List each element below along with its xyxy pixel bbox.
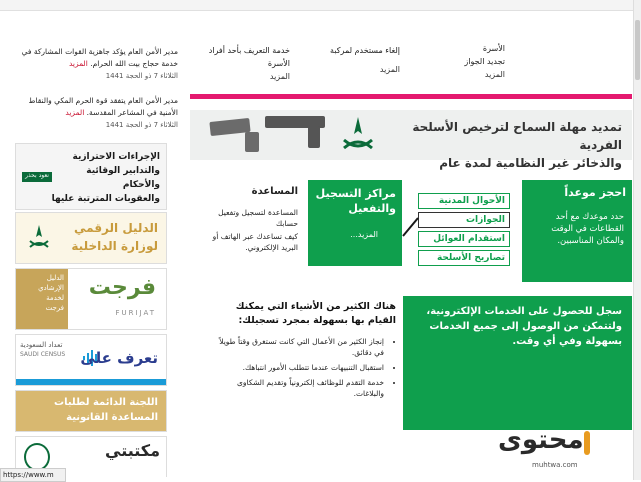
site-watermark	[498, 425, 632, 475]
banner-line: المساعدة القانونية	[66, 412, 158, 423]
top-menu-col-1	[205, 44, 290, 83]
moi-emblem-icon	[338, 114, 378, 156]
watermark-domain: muhtwa.com	[532, 461, 578, 469]
appointment-desc: حدد موعدك مع أحد القطاعات في الوقت والمكان المناسبين.	[551, 212, 624, 246]
top-link-cancel-vehicle-user[interactable]: إلغاء مستخدم لمركبة	[330, 46, 400, 55]
top-link-family-identify[interactable]: خدمة التعريف بأحد أفراد	[208, 46, 290, 55]
banner-precautions[interactable]	[15, 143, 167, 210]
help-box	[212, 186, 298, 253]
top-menu-col-2	[315, 44, 400, 76]
banner-small: تعداد السعودية	[20, 341, 63, 349]
banner-legal-aid[interactable]	[15, 390, 167, 432]
weapons-license-banner[interactable]	[190, 110, 632, 170]
banner-line: الدليل الرقمي	[74, 221, 158, 235]
watermark-brand: محتوى	[498, 425, 584, 455]
banner-title: مكتبتي	[105, 441, 160, 460]
service-family-visa-button[interactable]: استقدام العوائل	[418, 231, 510, 247]
banner-line: الإرشادي	[38, 284, 64, 292]
top-menu-col-3	[430, 42, 505, 81]
news-item	[12, 46, 178, 82]
help-desc: المساعدة لتسجيل وتفعيل حسابك	[218, 208, 298, 228]
help-desc-2: كيف تساعدك عبر الهاتف أو البريد الإلكتروني.	[212, 232, 298, 252]
news-date: الثلاثاء 7 ذو الحجة 1441	[105, 72, 178, 80]
browser-top-strip	[0, 0, 640, 11]
register-text: سجل للحصول على الخدمات الإلكترونية، ولتتمكن من الوصول إلى جميع الخدمات بسهولة وفي أي وقت.	[426, 306, 622, 347]
library-emblem-icon	[24, 443, 50, 471]
top-link-family-identify-2[interactable]: الأسرة	[267, 59, 290, 68]
news-more-link[interactable]: المزيد	[65, 108, 85, 117]
banner-latin: FURIJAT	[115, 309, 156, 317]
list-item: • إنجاز الكثير من الأعمال التي كانت تستغرق وقتاً طويلاً في دقائق.	[212, 336, 384, 358]
banner-line: فرجت	[45, 304, 64, 312]
banner-stripe	[16, 379, 166, 385]
rifle-grip-image	[308, 126, 320, 148]
banner-title: فرجت	[88, 275, 156, 300]
list-item: • استقبال التنبيهات عندما تتطلب الأمور انتباهك.	[212, 362, 384, 373]
section-divider	[190, 94, 632, 99]
banner-furijat[interactable]	[15, 268, 167, 330]
mouse-cursor-icon	[400, 216, 420, 238]
banner-line: لوزارة الداخلية	[71, 239, 158, 253]
list-item: • خدمة التقدم للوظائف إلكترونياً وتقديم الشكاوى والبلاغات.	[212, 377, 384, 399]
banner-side-panel	[16, 269, 68, 329]
banner-line: والذخائر غير النظامية لمدة عام	[439, 156, 622, 170]
news-more-link[interactable]: المزيد	[68, 59, 88, 68]
appointment-title: احجز موعداً	[564, 186, 626, 199]
banner-line: والتدابير الوقائية والأحكام	[86, 166, 160, 190]
news-item	[12, 95, 178, 131]
top-more-link[interactable]: المزيد	[484, 70, 505, 79]
banner-line: اللجنة الدائمة لطلبات	[54, 397, 158, 408]
banner-line: والعقوبات المترتبة عليها	[51, 194, 160, 204]
service-civil-affairs-button[interactable]: الأحوال المدنية	[418, 193, 510, 209]
news-date: الثلاثاء 7 ذو الحجة 1441	[105, 121, 178, 129]
benefits-title: هناك الكثير من الأشياء التي يمكنك القيام بها بسهولة بمجرد تسجيلك:	[235, 301, 396, 326]
vertical-scrollbar[interactable]	[633, 0, 641, 480]
news-text[interactable]: مدير الأمن العام يتفقد قوة الحرم المكي والنقاط الأمنية في المشاعر المقدسة.	[28, 96, 178, 117]
top-link-family[interactable]: الأسرة	[482, 44, 505, 53]
centers-title: مراكز التسجيل والتفعيل	[315, 187, 396, 215]
pen-icon	[584, 431, 590, 455]
banner-line: الإجراءات الاحترازية	[72, 152, 160, 162]
top-link-renew-passport[interactable]: تجديد الجواز	[464, 57, 505, 66]
centers-more-link[interactable]: المزيد...	[350, 230, 378, 239]
banner-tag: نعود بحذر	[22, 172, 52, 182]
banner-title: تعرف على	[80, 349, 158, 367]
book-appointment-box[interactable]	[522, 180, 632, 282]
benefits-list	[212, 336, 396, 399]
help-title: المساعدة	[251, 186, 298, 197]
banner-line: لخدمة	[46, 294, 64, 302]
service-passports-button[interactable]: الجوازات	[418, 212, 510, 228]
banner-line: تمديد مهلة السماح لترخيص الأسلحة الفردية	[412, 120, 622, 152]
top-more-link[interactable]: المزيد	[269, 72, 290, 81]
pistol-grip-image	[245, 132, 259, 152]
news-text[interactable]: مدير الأمن العام يؤكد جاهزية القوات المشاركة في خدمة حجاج بيت الله الحرام.	[21, 47, 178, 68]
moi-emblem-icon	[26, 223, 52, 253]
service-weapons-permit-button[interactable]: تصاريح الأسلحة	[418, 250, 510, 266]
status-url: https://www.m	[0, 468, 66, 482]
banner-latin: SAUDI CENSUS	[20, 351, 66, 358]
registration-centers-box[interactable]	[308, 180, 402, 266]
banner-digital-guide[interactable]	[15, 212, 167, 264]
top-more-link[interactable]: المزيد	[379, 65, 400, 74]
banner-line: الدليل	[46, 274, 64, 282]
scrollbar-thumb[interactable]	[635, 20, 640, 80]
benefits-box	[212, 300, 396, 399]
register-box[interactable]	[403, 296, 632, 430]
banner-census[interactable]	[15, 334, 167, 386]
